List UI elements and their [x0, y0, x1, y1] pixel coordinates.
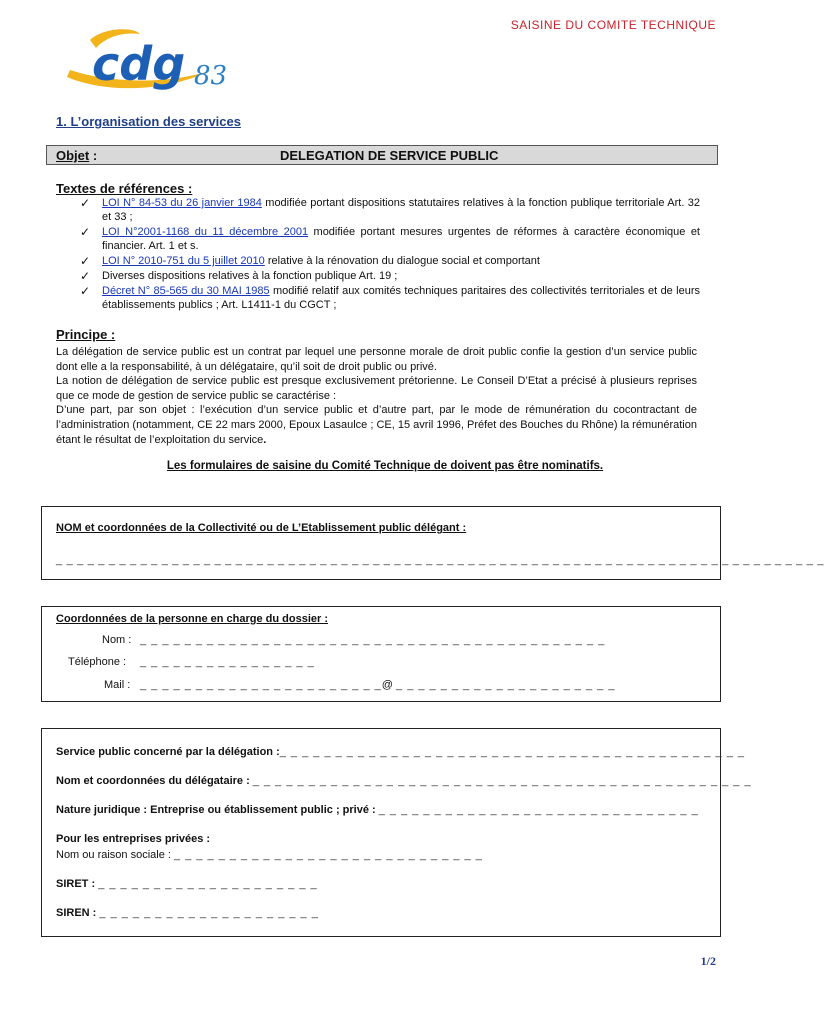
raison-row	[56, 849, 483, 861]
delegataire-row	[56, 775, 752, 787]
principe-paragraph	[56, 403, 697, 447]
delegating-entity-label: NOM et coordonnées de la Collectivité ou de L’Etablissement public délégant :	[56, 522, 467, 534]
textes-title: Textes de références :	[56, 181, 193, 196]
reference-item	[80, 284, 700, 312]
principe-paragraph: La notion de délégation de service public est presque exclusivement prétorienne. Le Conseil D’Etat a précisé à plusieurs reprises que ce mode de gestion de service public se caractérise :	[56, 375, 697, 402]
checkmark-icon: ✓	[80, 196, 91, 210]
reference-link[interactable]: Décret N° 85-565 du 30 MAI 1985	[102, 285, 270, 297]
contact-name-field[interactable]: _ _ _ _ _ _ _ _ _ _ _ _ _ _ _ _ _ _ _ _ _ _ _ _ _ _ _ _ _ _ _ _ _ _ _ _ _ _ _ _ _ _	[140, 634, 606, 646]
checkmark-icon: ✓	[80, 269, 91, 283]
mail-domain-line: _ _ _ _ _ _ _ _ _ _ _ _ _ _ _ _ _ _ _ _	[396, 679, 616, 691]
cdg83-logo	[62, 22, 242, 102]
references-list	[80, 196, 700, 313]
delegataire-field[interactable]: _ _ _ _ _ _ _ _ _ _ _ _ _ _ _ _ _ _ _ _ _ _ _ _ _ _ _ _ _ _ _ _ _ _ _ _ _ _ _ _ _ _ _ _ _	[252, 775, 752, 787]
reference-text: modifié relatif aux comités techniques paritaires des collectivités territoriales et de leurs établissements publics ; Art. L1411-1 du CGCT ;	[102, 285, 700, 311]
logo-graphic	[62, 22, 242, 102]
checkmark-icon: ✓	[80, 225, 91, 239]
delegating-entity-box	[41, 506, 824, 580]
raison-label: Nom ou raison sociale :	[56, 849, 171, 861]
siren-row	[56, 907, 319, 919]
logo-text: cdg	[92, 37, 186, 91]
service-field[interactable]: _ _ _ _ _ _ _ _ _ _ _ _ _ _ _ _ _ _ _ _ _ _ _ _ _ _ _ _ _ _ _ _ _ _ _ _ _ _ _ _ _ _	[279, 746, 745, 758]
principe-paragraph-end: .	[263, 433, 267, 446]
contact-mail-label: Mail :	[104, 679, 131, 691]
reference-text: relative à la rénovation du dialogue social et comportant	[264, 255, 540, 267]
contact-name-label: Nom :	[102, 634, 132, 646]
siren-label: SIREN :	[56, 907, 97, 919]
reference-item	[80, 269, 700, 283]
contact-phone-field[interactable]: _ _ _ _ _ _ _ _ _ _ _ _ _ _ _ _	[140, 656, 315, 668]
objet-label	[56, 148, 97, 163]
checkmark-icon: ✓	[80, 284, 91, 298]
document-header-title: SAISINE DU COMITE TECHNIQUE	[510, 18, 716, 32]
principe-paragraph: La délégation de service public est un contrat par lequel une personne morale de droit public confie la gestion d’un service public dont elle a la responsabilité, à un délégataire, qu’il soit de droit public ou privé.	[56, 346, 697, 373]
reference-text: modifiée portant mesures urgentes de réformes à caractère économique et financier. Art. 1 et s.	[102, 226, 700, 252]
principe-title: Principe :	[56, 327, 116, 342]
service-label: Service public concerné par la délégation :	[56, 746, 280, 758]
reference-link[interactable]: LOI N° 84-53 du 26 janvier 1984	[102, 197, 262, 209]
reference-link[interactable]: LOI N°2001-1168 du 11 décembre 2001	[102, 226, 309, 238]
reference-item	[80, 196, 700, 224]
reference-link[interactable]: LOI N° 2010-751 du 5 juillet 2010	[102, 255, 265, 267]
reference-text: modifiée portant dispositions statutaires relatives à la fonction publique territoriale Art. 32 et 33 ;	[102, 197, 701, 223]
principe-body	[56, 345, 697, 447]
private-companies-label: Pour les entreprises privées :	[56, 833, 211, 845]
raison-field[interactable]: _ _ _ _ _ _ _ _ _ _ _ _ _ _ _ _ _ _ _ _ _ _ _ _ _ _ _ _	[174, 849, 483, 861]
service-row	[56, 746, 745, 758]
contact-phone-label: Téléphone :	[68, 656, 127, 668]
objet-label-text: Objet	[56, 148, 90, 163]
siret-label: SIRET :	[56, 878, 96, 890]
non-nominative-notice: Les formulaires de saisine du Comité Technique de doivent pas être nominatifs.	[166, 460, 604, 472]
delegataire-label: Nom et coordonnées du délégataire :	[56, 775, 250, 787]
checkmark-icon: ✓	[80, 254, 91, 268]
principe-paragraph-text: D’une part, par son objet : l’exécution d’un service public et d’autre part, par le mode de rémunération du cocontractant de l’administration (notamment, CE 22 mars 2000, Epoux Lasaulce ; CE, 15 avril 1996, Préfet des Bouches du Rhône) la rémunération étant le résultat de l’exploitation du service	[56, 404, 697, 446]
reference-text: Diverses dispositions relatives à la fonction publique Art. 19 ;	[102, 270, 398, 282]
nature-label: Nature juridique : Entreprise ou établissement public ; privé :	[56, 804, 376, 816]
page-number: 1/2	[700, 954, 716, 968]
objet-colon: :	[89, 148, 98, 163]
delegation-details-box	[41, 728, 752, 937]
nature-field[interactable]: _ _ _ _ _ _ _ _ _ _ _ _ _ _ _ _ _ _ _ _ _ _ _ _ _ _ _ _ _	[378, 804, 699, 816]
logo-number: 83	[194, 61, 228, 91]
siren-field[interactable]: _ _ _ _ _ _ _ _ _ _ _ _ _ _ _ _ _ _ _ _	[99, 907, 319, 919]
reference-item	[80, 254, 700, 268]
nature-row	[56, 804, 699, 816]
at-sign: @	[381, 679, 393, 691]
objet-value: DELEGATION DE SERVICE PUBLIC	[280, 148, 499, 163]
siret-row	[56, 878, 318, 890]
reference-item	[80, 225, 700, 253]
siret-field[interactable]: _ _ _ _ _ _ _ _ _ _ _ _ _ _ _ _ _ _ _ _	[98, 878, 318, 890]
contact-person-box	[41, 606, 721, 702]
contact-person-label: Coordonnées de la personne en charge du dossier :	[56, 613, 329, 625]
delegating-entity-field[interactable]: _ _ _ _ _ _ _ _ _ _ _ _ _ _ _ _ _ _ _ _ _ _ _ _ _ _ _ _ _ _ _ _ _ _ _ _ _ _ _ _ _ _ _ _ _ _ _ _ _ _ _ _ _ _ _ _ _ _ _ _ _ _ _ _ _ _ _ _ _ _ _ _ _	[56, 554, 824, 566]
section-title: 1. L’organisation des services	[56, 114, 241, 129]
contact-mail-field[interactable]	[140, 679, 615, 691]
mail-local-line: _ _ _ _ _ _ _ _ _ _ _ _ _ _ _ _ _ _ _ _ _ _	[140, 679, 382, 691]
